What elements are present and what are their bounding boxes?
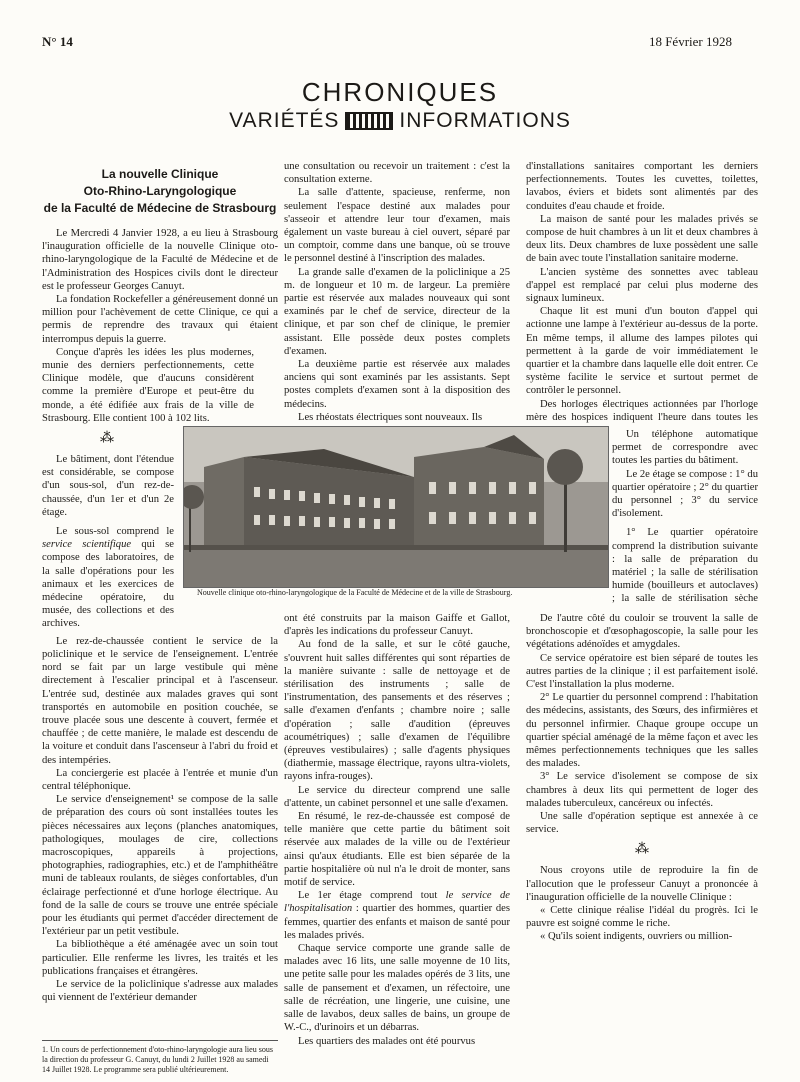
issue-number: N° 14 bbox=[42, 34, 73, 49]
paragraph: L'ancien système des sonnettes avec tableau d'appel est remplacé par celui plus moderne des signaux lumineux. bbox=[526, 266, 758, 305]
paragraph: Le rez-de-chaussée contient le service de la policlinique et le service de l'enseignement. L'entrée nord se fait par un large vestibule qui mène directement à l'escalier principal et à l'ascenseur. L'entrée sud, destinée aux malades graves qui sont transportés en automobile en position couchée, se trouve placée sous une descente à couvert, fermée et chauffée ; de cette manière, le malade est descendu de la voiture et conduit dans l'ascenseur à l'abri du froid et des intempéries. bbox=[42, 635, 278, 766]
masthead-title: CHRONIQUES bbox=[301, 77, 499, 107]
paragraph: La salle d'attente, spacieuse, renferme, non seulement l'espace destiné aux malades pour s'asseoir et attendre leur tour d'examen, mais également un vaste bureau à ciel ouvert, séparé par un comptoir, comme dans une banque, où se trouve le personnel destiné à l'inscription des malades. bbox=[284, 187, 510, 265]
paragraph: Un téléphone automatique permet de correspondre avec toutes les parties du bâtiment. bbox=[612, 429, 758, 467]
paragraph: Le 2e étage se compose : 1° du quartier opératoire ; 2° du quartier du personnel ; 3° du service d'isolement. bbox=[612, 468, 758, 520]
paragraph: Le service du directeur comprend une salle d'attente, un cabinet personnel et une salle d'examen. bbox=[284, 784, 510, 809]
paragraph: La deuxième partie est réservée aux malades anciens qui sont examinés par les assistants. Sept postes complets d'examen sont à la disposition des médecins. bbox=[284, 359, 510, 410]
paragraph: 2° Le quartier du personnel comprend : l'habitation des médecins, assistants, des Sœurs, des infirmières et du personnel infirmier. Chaque groupe occupe un quartier spécial aménagé de la même façon et avec les mêmes perfectionnements techniques que les salles des malades. bbox=[526, 692, 758, 770]
footnote: 1. Un cours de perfectionnement d'oto-rhino-laryngologie aura lieu sous la direction du professeur G. Canuyt, du lundi 2 Juillet 1928 au samedi 14 Juillet 1928. Le programme sera publié ultérieurement. bbox=[42, 1040, 278, 1075]
masthead-right: INFORMATIONS bbox=[399, 109, 571, 132]
column-2-top bbox=[284, 160, 510, 424]
clinic-photo bbox=[183, 426, 609, 588]
paragraph: Le sous-sol comprend le service scientifique qui se compose des laboratoires, de la salle d'opérations pour les animaux et les exercices de médecine opératoire, du musée, des collections et des archives. bbox=[42, 526, 174, 630]
paragraph: Conçue d'après les idées les plus modernes, munie des derniers perfectionnements, cette Clinique modèle, que d'aucuns considèrent comme la première d'Europe et peut-être du monde, a été édifiée aux frais de la ville de Strasbourg. Elle contient 100 à 102 lits. bbox=[42, 346, 254, 424]
ornament-icon bbox=[345, 112, 393, 130]
paragraph: d'installations sanitaires comportant les derniers perfectionnements. Toutes les cuvettes, toilettes, lavabos, éviers et bidets sont alimentés par des conduites d'eau chaude et froide. bbox=[526, 161, 758, 212]
masthead bbox=[0, 78, 800, 134]
photo-caption: Nouvelle clinique oto-rhino-laryngologique de la Faculté de Médecine et de la ville de Strasbourg. bbox=[197, 588, 513, 597]
paragraph: « Cette clinique réalise l'idéal du progrès. Ici le pauvre est soigné comme le riche. bbox=[526, 905, 758, 930]
column-2-bottom bbox=[284, 612, 510, 1048]
paragraph: 3° Le service d'isolement se compose de six chambres à deux lits qui permettent de loger des malades tuberculeux, cancéreux ou infectés. bbox=[526, 771, 758, 809]
paragraph: Au fond de la salle, et sur le côté gauche, s'ouvrent huit salles différentes qui sont réparties de la manière suivante : salle de nettoyage et de stérilisation des instruments ; salle de l'instrumentation, des pansements et des réserves ; salle d'examen d'enfants ; chambre noire ; salle d'opération ; salle d'audition (épreuves acoumétriques) ; salle d'examen de l'équilibre (épreuves vestibulaires) ; salle d'agents physiques (diathermie, massage électrique, rayons ultra-violets, rayons infra-rouges). bbox=[284, 639, 510, 783]
section-stars: ⁂ bbox=[635, 842, 649, 858]
page-header bbox=[42, 34, 732, 52]
paragraph: La maison de santé pour les malades privés se compose de huit chambres à un lit et deux chambres à deux lits. Deux chambres de luxe possèdent une salle de bain avec toute l'installation sanitaire moderne. bbox=[526, 213, 758, 265]
paragraph: Le service d'enseignement¹ se compose de la salle de préparation des cours où sont installées toutes les pièces nécessaires aux leçons (planches anatomiques, pathologiques, moulages de cire, collections macroscopiques, appareils à projections, photographies, radiographies, etc.) et de l'amphithéâtre muni de tableaux roulants, de sièges confortables, d'un éclairage perfectionné et d'une horloge électrique. Au fond de la salle de cours se trouve une entrée spéciale pour les étudiants qui permet d'accéder directement de l'extérieur par un petit vestibule. bbox=[42, 794, 278, 938]
paragraph: De l'autre côté du couloir se trouvent la salle de bronchoscopie et d'œsophagoscopie, la salle pour les végétations adénoïdes et amygdales. bbox=[526, 613, 758, 651]
paragraph: 1° Le quartier opératoire comprend la distribution suivante : la salle de préparation du matériel ; la salle de stérilisation humide (bouilleurs et autoclaves) ; la salle de stérilisation sèche bbox=[612, 527, 758, 605]
masthead-left: VARIÉTÉS bbox=[229, 109, 340, 132]
masthead-subtitle bbox=[0, 108, 800, 134]
paragraph: Les rhéostats électriques sont nouveaux. Ils bbox=[298, 411, 483, 423]
issue-date: 18 Février 1928 bbox=[648, 34, 732, 49]
paragraph: Les quartiers des malades ont été pourvus bbox=[298, 1035, 476, 1047]
article-title: La nouvelle Clinique Oto-Rhino-Laryngologique de la Faculté de Médecine de Strasbourg bbox=[43, 167, 277, 215]
paragraph: La fondation Rockefeller a généreusement donné un million pour l'achèvement de cette Clinique, ce qui a permis de reprendre des travaux qui étaient interrompus depuis la guerre. bbox=[42, 294, 278, 345]
paragraph: « Qu'ils soient indigents, ouvriers ou million- bbox=[540, 931, 733, 943]
paragraph: La conciergerie est placée à l'entrée et munie d'un central téléphonique. bbox=[42, 767, 278, 792]
paragraph: Le bâtiment, dont l'étendue est considérable, se compose d'un sous-sol, d'un rez-de-chaussée, d'un 1er et d'un 2e étage. bbox=[42, 454, 174, 518]
column-3-bottom bbox=[526, 612, 758, 1042]
paragraph: Chaque lit est muni d'un bouton d'appel qui actionne une lampe à l'extérieur au-dessus de la porte. En même temps, il allume des lampes pilotes qui permettent à la garde de voir immédiatement le quartier et la chambre dans laquelle elle doit entrer. Ce système facilite le service et surtout permet de contrôler le personnel. bbox=[526, 306, 758, 397]
paragraph: En résumé, le rez-de-chaussée est composé de telle manière que cette partie du bâtiment soit réservée aux malades de la ville ou de l'extérieur ainsi qu'aux étudiants. Elle est bien séparée de la partie hospitalière où nul n'a le droit de monter, sans motif de service. bbox=[284, 811, 510, 889]
paragraph: Nous croyons utile de reproduire la fin de l'allocution que le professeur Canuyt a prononcée à l'inauguration officielle de la nouvelle Clinique : bbox=[526, 865, 758, 903]
paragraph: ont été construits par la maison Gaiffe et Gallot, d'après les indications du professeur Canuyt. bbox=[284, 613, 510, 638]
paragraph: Une salle d'opération septique est annexée à ce service. bbox=[526, 811, 758, 836]
paragraph: Ce service opératoire est bien séparé de toutes les autres parties de la clinique ; il est parfaitement isolé. C'est l'installation la plus moderne. bbox=[526, 652, 758, 691]
paragraph: Le Mercredi 4 Janvier 1928, a eu lieu à Strasbourg l'inauguration officielle de la nouvelle Clinique oto-rhino-laryngologique de la Faculté de Médecine et de l'Administration des Hospices civils dont le directeur est le professeur Georges Canuyt. bbox=[42, 228, 278, 292]
column-3-top bbox=[526, 160, 758, 424]
section-stars: ⁂ bbox=[100, 431, 114, 447]
paragraph: une consultation ou recevoir un traitement : c'est la consultation externe. bbox=[284, 161, 510, 186]
paragraph: Le 1er étage comprend tout le service de l'hospitalisation : quartier des hommes, quartier des femmes, quartier des enfants et maison de santé pour les malades privés. bbox=[284, 890, 510, 941]
paragraph: La bibliothèque a été aménagée avec un soin tout particulier. Elle renferme les livres, les traités et les publications françaises et étrangères. bbox=[42, 939, 278, 977]
paragraph: Le service de la policlinique s'adresse aux malades qui viennent de l'extérieur demander bbox=[42, 978, 278, 1004]
paragraph: Des horloges électriques actionnées par l'horloge mère des hospices indiquent l'heure dans toutes les bbox=[526, 398, 758, 423]
paragraph: La grande salle d'examen de la policlinique a 25 m. de longueur et 10 m. de largeur. La première partie est réservée aux malades nouveaux qui sont examinés par le chef de service, directeur de la clinique, et par son chef de clinique, le premier assistant. Elle possède deux postes complets d'examen. bbox=[284, 266, 510, 357]
paragraph: Chaque service comporte une grande salle de malades avec 16 lits, une salle moyenne de 10 lits, une petite salle pour les malades opérés de 3 lits, une salle de pansement et d'examen, un réfectoire, une salle de récréation, une lingerie, une cuisine, une salle de lavabos, deux salles de bains, un groupe de W.-C., d'urinoirs et un débarras. bbox=[284, 943, 510, 1034]
column-3-narrow bbox=[612, 428, 758, 606]
